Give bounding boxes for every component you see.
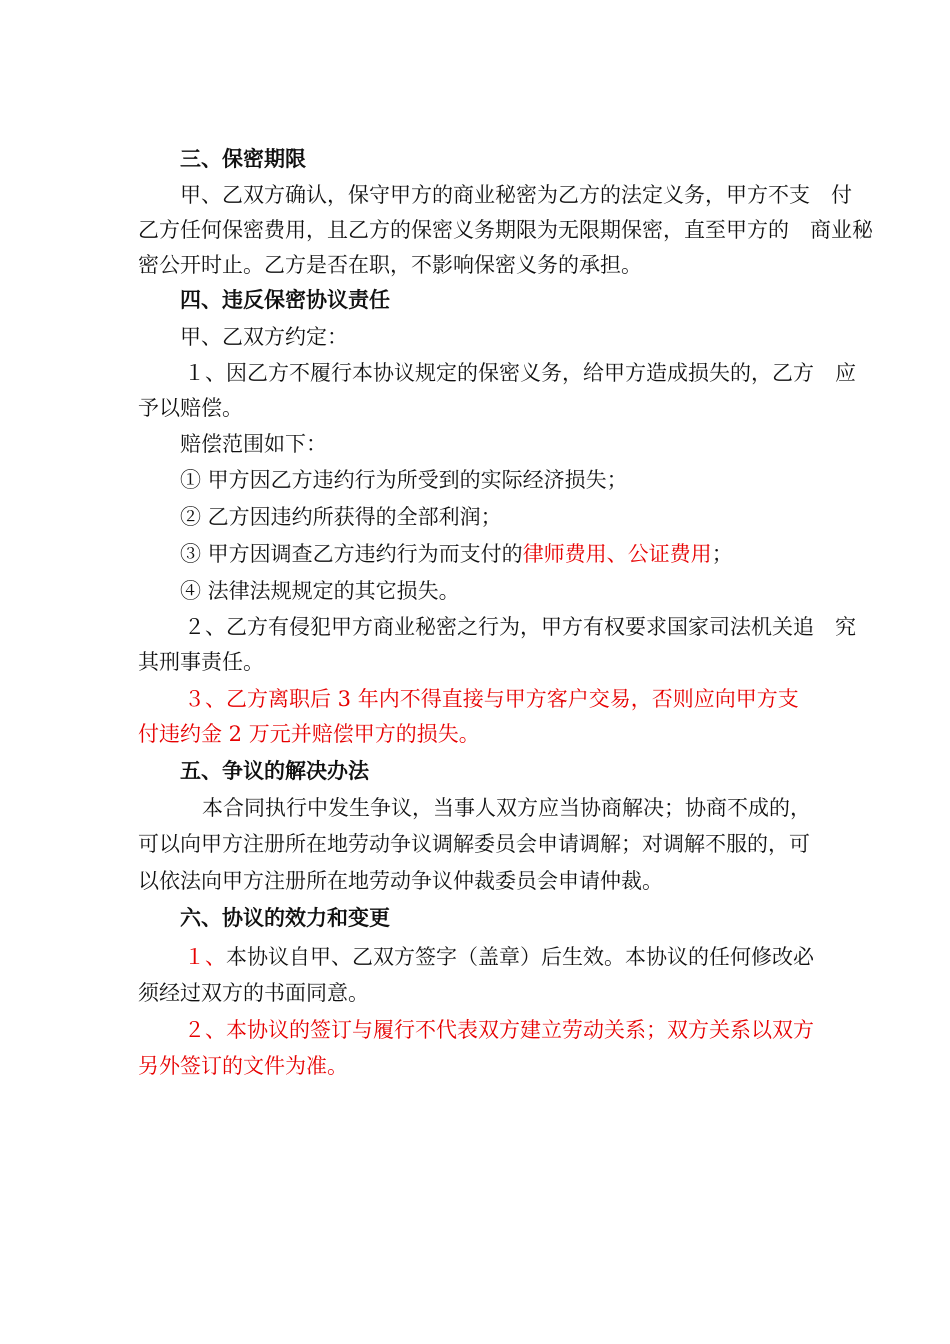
section-4-item-2-line-1: ２、乙方有侵犯甲方商业秘密之行为，甲方有权要求国家司法机关追 究: [184, 615, 856, 639]
scope-item-4: ④ 法律法规规定的其它损失。: [180, 579, 460, 603]
section-3-line-2: 乙方任何保密费用，且乙方的保密义务期限为无限期保密，直至甲方的 商业秘: [138, 218, 873, 242]
section-6-heading: 六、协议的效力和变更: [180, 906, 390, 930]
scope-item-1: ① 甲方因乙方违约行为所受到的实际经济损失；: [180, 468, 628, 492]
section-4-item-1-line-2: 予以赔偿。: [138, 396, 243, 420]
section-6-item-1-line-2: 须经过双方的书面同意。: [138, 981, 369, 1005]
section-5-line-2: 可以向甲方注册所在地劳动争议调解委员会申请调解；对调解不服的，可: [138, 832, 810, 856]
scope-item-3: [180, 539, 733, 569]
section-4-item-3-line-2: 付违约金 2 万元并赔偿甲方的损失。: [138, 722, 480, 746]
section-6-item-1-line-1: [184, 942, 814, 972]
scope-item-3-prefix: ③ 甲方因调查乙方违约行为而支付的: [180, 542, 523, 566]
section-4-heading: 四、违反保密协议责任: [180, 288, 390, 312]
section-6-item-1-text: 本协议自甲、乙双方签字（盖章）后生效。本协议的任何修改必: [226, 945, 814, 969]
compensation-scope-label: 赔偿范围如下：: [180, 432, 327, 456]
section-3-line-3: 密公开时止。乙方是否在职，不影响保密义务的承担。: [138, 253, 642, 277]
section-6-item-1-number: １、: [184, 945, 226, 969]
scope-item-2: ② 乙方因违约所获得的全部利润；: [180, 505, 502, 529]
section-4-item-3-line-1: ３、乙方离职后 3 年内不得直接与甲方客户交易，否则应向甲方支: [184, 687, 799, 711]
section-4-intro: 甲、乙双方约定：: [180, 325, 348, 349]
section-5-heading: 五、争议的解决办法: [180, 759, 369, 783]
section-6-item-2-line-1: ２、本协议的签订与履行不代表双方建立劳动关系；双方关系以双方: [184, 1018, 814, 1042]
section-4-item-1-line-1: １、因乙方不履行本协议规定的保密义务，给甲方造成损失的，乙方 应: [184, 361, 856, 385]
scope-item-3-suffix: ；: [711, 542, 733, 566]
section-3-heading: 三、保密期限: [180, 147, 306, 171]
section-5-line-1: 本合同执行中发生争议，当事人双方应当协商解决；协商不成的，: [202, 796, 811, 820]
section-5-line-3: 以依法向甲方注册所在地劳动争议仲裁委员会申请仲裁。: [138, 869, 663, 893]
scope-item-3-highlight: 律师费用、公证费用: [522, 542, 712, 566]
section-6-item-2-line-2: 另外签订的文件为准。: [138, 1054, 348, 1078]
section-3-line-1: 甲、乙双方确认，保守甲方的商业秘密为乙方的法定义务，甲方不支 付: [180, 183, 852, 207]
section-4-item-2-line-2: 其刑事责任。: [138, 650, 264, 674]
